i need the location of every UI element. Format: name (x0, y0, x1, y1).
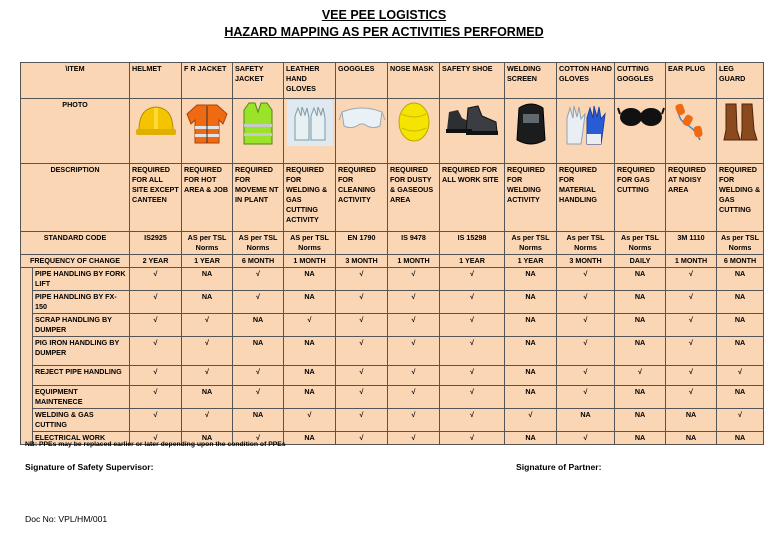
activity-row (21, 291, 764, 314)
activity-name: WELDING & GAS CUTTING (33, 409, 130, 432)
activity-cell: √ (182, 409, 233, 432)
activity-cell: NA (284, 432, 336, 445)
item-description: REQUIRED FOR WELDING ACTIVITY (505, 164, 557, 232)
item-photo (615, 99, 666, 164)
activity-cell: NA (284, 268, 336, 291)
item-frequency: 3 MONTH (557, 255, 615, 268)
activity-cell: NA (505, 386, 557, 409)
item-frequency: 2 YEAR (130, 255, 182, 268)
activity-cell: √ (666, 337, 717, 366)
header-photo: PHOTO (21, 99, 130, 164)
header-standard-code: STANDARD CODE (21, 232, 130, 255)
activity-cell: NA (182, 268, 233, 291)
item-description: REQUIRED FOR ALL WORK SITE (440, 164, 505, 232)
item-photo (440, 99, 505, 164)
activity-cell: √ (182, 337, 233, 366)
activity-cell: √ (233, 268, 284, 291)
item-standard-code: IS2925 (130, 232, 182, 255)
activity-row (21, 337, 764, 366)
title-block (0, 7, 768, 40)
leg-guard-icon (719, 100, 761, 144)
activity-name: REJECT PIPE HANDLING (33, 366, 130, 386)
activity-cell: √ (615, 366, 666, 386)
activity-cell: √ (336, 291, 388, 314)
activity-cell: √ (666, 314, 717, 337)
activity-cell: NA (505, 291, 557, 314)
activity-cell: √ (666, 386, 717, 409)
row-frequency (21, 255, 764, 268)
item-standard-code: IS 9478 (388, 232, 440, 255)
item-name: COTTON HAND GLOVES (557, 63, 615, 99)
activity-cell: √ (130, 386, 182, 409)
item-name: SAFETY JACKET (233, 63, 284, 99)
activity-cell: √ (284, 314, 336, 337)
item-name: GOGGLES (336, 63, 388, 99)
activity-cell: NA (615, 268, 666, 291)
item-photo (130, 99, 182, 164)
activity-cell: √ (336, 432, 388, 445)
item-description: REQUIRED FOR ALL SITE EXCEPT CANTEEN (130, 164, 182, 232)
goggles-icon (338, 100, 385, 136)
activity-cell: √ (557, 291, 615, 314)
activities-label-cell (21, 268, 33, 445)
item-name: LEATHER HAND GLOVES (284, 63, 336, 99)
activity-cell: √ (440, 366, 505, 386)
activity-cell: NA (717, 291, 764, 314)
item-standard-code: AS per TSL Norms (182, 232, 233, 255)
activity-cell: NA (615, 386, 666, 409)
activity-cell: NA (182, 291, 233, 314)
activity-cell: NA (717, 432, 764, 445)
activity-cell: NA (284, 337, 336, 366)
activity-cell: √ (336, 337, 388, 366)
activity-cell: NA (284, 366, 336, 386)
activity-cell: √ (557, 366, 615, 386)
item-photo (388, 99, 440, 164)
activity-row (21, 366, 764, 386)
activity-cell: √ (557, 314, 615, 337)
item-name: WELDING SCREEN (505, 63, 557, 99)
activity-cell: NA (233, 409, 284, 432)
item-frequency: 6 MONTH (717, 255, 764, 268)
activity-cell: NA (505, 314, 557, 337)
activity-row (21, 268, 764, 291)
ear-plug-icon (668, 100, 714, 142)
document-number: Doc No: VPL/HM/001 (25, 514, 108, 524)
item-standard-code: AS per TSL Norms (233, 232, 284, 255)
activity-cell: NA (666, 432, 717, 445)
activity-cell: NA (182, 432, 233, 445)
activity-cell: √ (388, 314, 440, 337)
activity-cell: √ (717, 366, 764, 386)
activity-cell: √ (336, 386, 388, 409)
item-name: CUTTING GOGGLES (615, 63, 666, 99)
helmet-icon (132, 100, 179, 144)
item-name: F R JACKET (182, 63, 233, 99)
activity-cell: √ (440, 432, 505, 445)
row-item (21, 63, 764, 99)
activity-cell: √ (130, 314, 182, 337)
ppe-note: NB: PPEs may be replaced earlier or later depending upon the condition of PPEs (25, 441, 286, 448)
activity-cell: NA (505, 268, 557, 291)
activity-cell: √ (666, 268, 717, 291)
activity-cell: √ (388, 386, 440, 409)
activity-cell: √ (440, 314, 505, 337)
activity-cell: √ (440, 337, 505, 366)
row-description (21, 164, 764, 232)
activity-cell: √ (130, 337, 182, 366)
activity-cell: √ (130, 291, 182, 314)
item-description: REQUIRED AT NOISY AREA (666, 164, 717, 232)
activity-cell: √ (557, 337, 615, 366)
activity-cell: NA (717, 337, 764, 366)
activity-cell: √ (182, 366, 233, 386)
activity-cell: √ (440, 386, 505, 409)
document-title: VEE PEE LOGISTICS (321, 8, 447, 22)
header-frequency: FREQUENCY OF CHANGE (21, 255, 130, 268)
activity-cell: √ (182, 314, 233, 337)
activity-cell: √ (336, 268, 388, 291)
activity-row (21, 386, 764, 409)
activity-cell: NA (233, 337, 284, 366)
activity-cell: √ (440, 291, 505, 314)
activity-cell: √ (717, 409, 764, 432)
activity-name: EQUIPMENT MAINTENECE (33, 386, 130, 409)
activity-cell: √ (388, 268, 440, 291)
item-description: REQUIRED FOR DUSTY & GASEOUS AREA (388, 164, 440, 232)
item-name: LEG GUARD (717, 63, 764, 99)
activity-cell: NA (717, 386, 764, 409)
item-name: SAFETY SHOE (440, 63, 505, 99)
activity-cell: √ (557, 432, 615, 445)
activity-cell: NA (666, 409, 717, 432)
activity-cell: √ (233, 432, 284, 445)
item-photo (336, 99, 388, 164)
activity-cell: NA (717, 268, 764, 291)
item-description: REQUIRED FOR WELDING & GAS CUTTING (717, 164, 764, 232)
activity-cell: √ (284, 409, 336, 432)
activity-cell: √ (557, 268, 615, 291)
activity-cell: √ (336, 314, 388, 337)
activity-cell: NA (505, 366, 557, 386)
activity-cell: NA (615, 409, 666, 432)
item-description: REQUIRED FOR MATERIAL HANDLING (557, 164, 615, 232)
activity-cell: √ (388, 291, 440, 314)
activity-cell: NA (717, 314, 764, 337)
activity-cell: NA (284, 291, 336, 314)
activity-cell: √ (233, 366, 284, 386)
activity-cell: √ (388, 432, 440, 445)
item-standard-code: As per TSL Norms (557, 232, 615, 255)
activity-cell: √ (666, 366, 717, 386)
item-frequency: DAILY (615, 255, 666, 268)
activity-cell: √ (505, 409, 557, 432)
activity-name: PIPE HANDLING BY FX-150 (33, 291, 130, 314)
document-subtitle: HAZARD MAPPING AS PER ACTIVITIES PERFORMED (224, 25, 544, 39)
item-photo (717, 99, 764, 164)
item-description: REQUIRED FOR HOT AREA & JOB (182, 164, 233, 232)
activity-row (21, 314, 764, 337)
activity-cell: √ (233, 291, 284, 314)
activity-cell: NA (615, 314, 666, 337)
activity-cell: √ (336, 409, 388, 432)
activity-cell: NA (233, 314, 284, 337)
item-photo (505, 99, 557, 164)
activity-cell: √ (130, 409, 182, 432)
item-standard-code: As per TSL Norms (505, 232, 557, 255)
item-standard-code: 3M 1110 (666, 232, 717, 255)
welding-screen-icon (507, 100, 554, 148)
activity-name: SCRAP HANDLING BY DUMPER (33, 314, 130, 337)
item-photo (284, 99, 336, 164)
leather-gloves-icon (286, 100, 333, 146)
activity-cell: √ (388, 337, 440, 366)
activity-cell: √ (666, 291, 717, 314)
activity-cell: NA (557, 409, 615, 432)
activity-cell: √ (130, 432, 182, 445)
activity-cell: √ (388, 409, 440, 432)
item-frequency: 1 MONTH (388, 255, 440, 268)
item-name: HELMET (130, 63, 182, 99)
item-frequency: 1 YEAR (182, 255, 233, 268)
activity-name: ELECTRICAL WORK (33, 432, 130, 445)
activity-cell: NA (182, 386, 233, 409)
activity-cell: NA (284, 386, 336, 409)
item-description: REQUIRED FOR MOVEME NT IN PLANT (233, 164, 284, 232)
item-frequency: 1 YEAR (440, 255, 505, 268)
activity-cell: NA (615, 337, 666, 366)
item-name: EAR PLUG (666, 63, 717, 99)
item-description: REQUIRED FOR CLEANING ACTIVITY (336, 164, 388, 232)
item-frequency: 6 MONTH (233, 255, 284, 268)
safety-shoe-icon (442, 100, 502, 140)
activity-cell: √ (130, 366, 182, 386)
item-standard-code: IS 15298 (440, 232, 505, 255)
item-photo (182, 99, 233, 164)
activity-cell: NA (615, 432, 666, 445)
item-standard-code: As per TSL Norms (615, 232, 666, 255)
activity-cell: √ (336, 366, 388, 386)
activity-cell: √ (440, 409, 505, 432)
activity-cell: √ (557, 386, 615, 409)
fr-jacket-icon (184, 100, 230, 146)
activity-cell: NA (615, 291, 666, 314)
activity-name: PIPE HANDLING BY FORK LIFT (33, 268, 130, 291)
row-photo (21, 99, 764, 164)
item-standard-code: As per TSL Norms (717, 232, 764, 255)
header-description: DESCRIPTION (21, 164, 130, 232)
item-standard-code: AS per TSL Norms (284, 232, 336, 255)
item-standard-code: EN 1790 (336, 232, 388, 255)
item-description: REQUIRED FOR WELDING & GAS CUTTING ACTIVITY (284, 164, 336, 232)
activity-cell: √ (440, 268, 505, 291)
activity-row (21, 409, 764, 432)
activity-cell: √ (388, 366, 440, 386)
activity-cell: NA (505, 337, 557, 366)
cutting-goggles-icon (617, 100, 663, 132)
item-photo (666, 99, 717, 164)
cotton-gloves-icon (559, 100, 612, 148)
activity-cell: √ (233, 386, 284, 409)
item-photo (557, 99, 615, 164)
activity-cell: √ (130, 268, 182, 291)
item-frequency: 1 MONTH (666, 255, 717, 268)
safety-jacket-icon (235, 100, 281, 146)
nose-mask-icon (390, 100, 437, 144)
hazard-mapping-table (20, 62, 764, 445)
row-standard-code (21, 232, 764, 255)
item-name: NOSE MASK (388, 63, 440, 99)
item-frequency: 1 YEAR (505, 255, 557, 268)
item-frequency: 1 MONTH (284, 255, 336, 268)
signature-partner: Signature of Partner: (516, 462, 602, 472)
activity-cell: NA (505, 432, 557, 445)
item-photo (233, 99, 284, 164)
signature-safety-supervisor: Signature of Safety Supervisor: (25, 462, 154, 472)
item-frequency: 3 MONTH (336, 255, 388, 268)
activity-name: PIG IRON HANDLING BY DUMPER (33, 337, 130, 366)
header-item: \ITEM (21, 63, 130, 99)
item-description: REQUIRED FOR GAS CUTTING (615, 164, 666, 232)
